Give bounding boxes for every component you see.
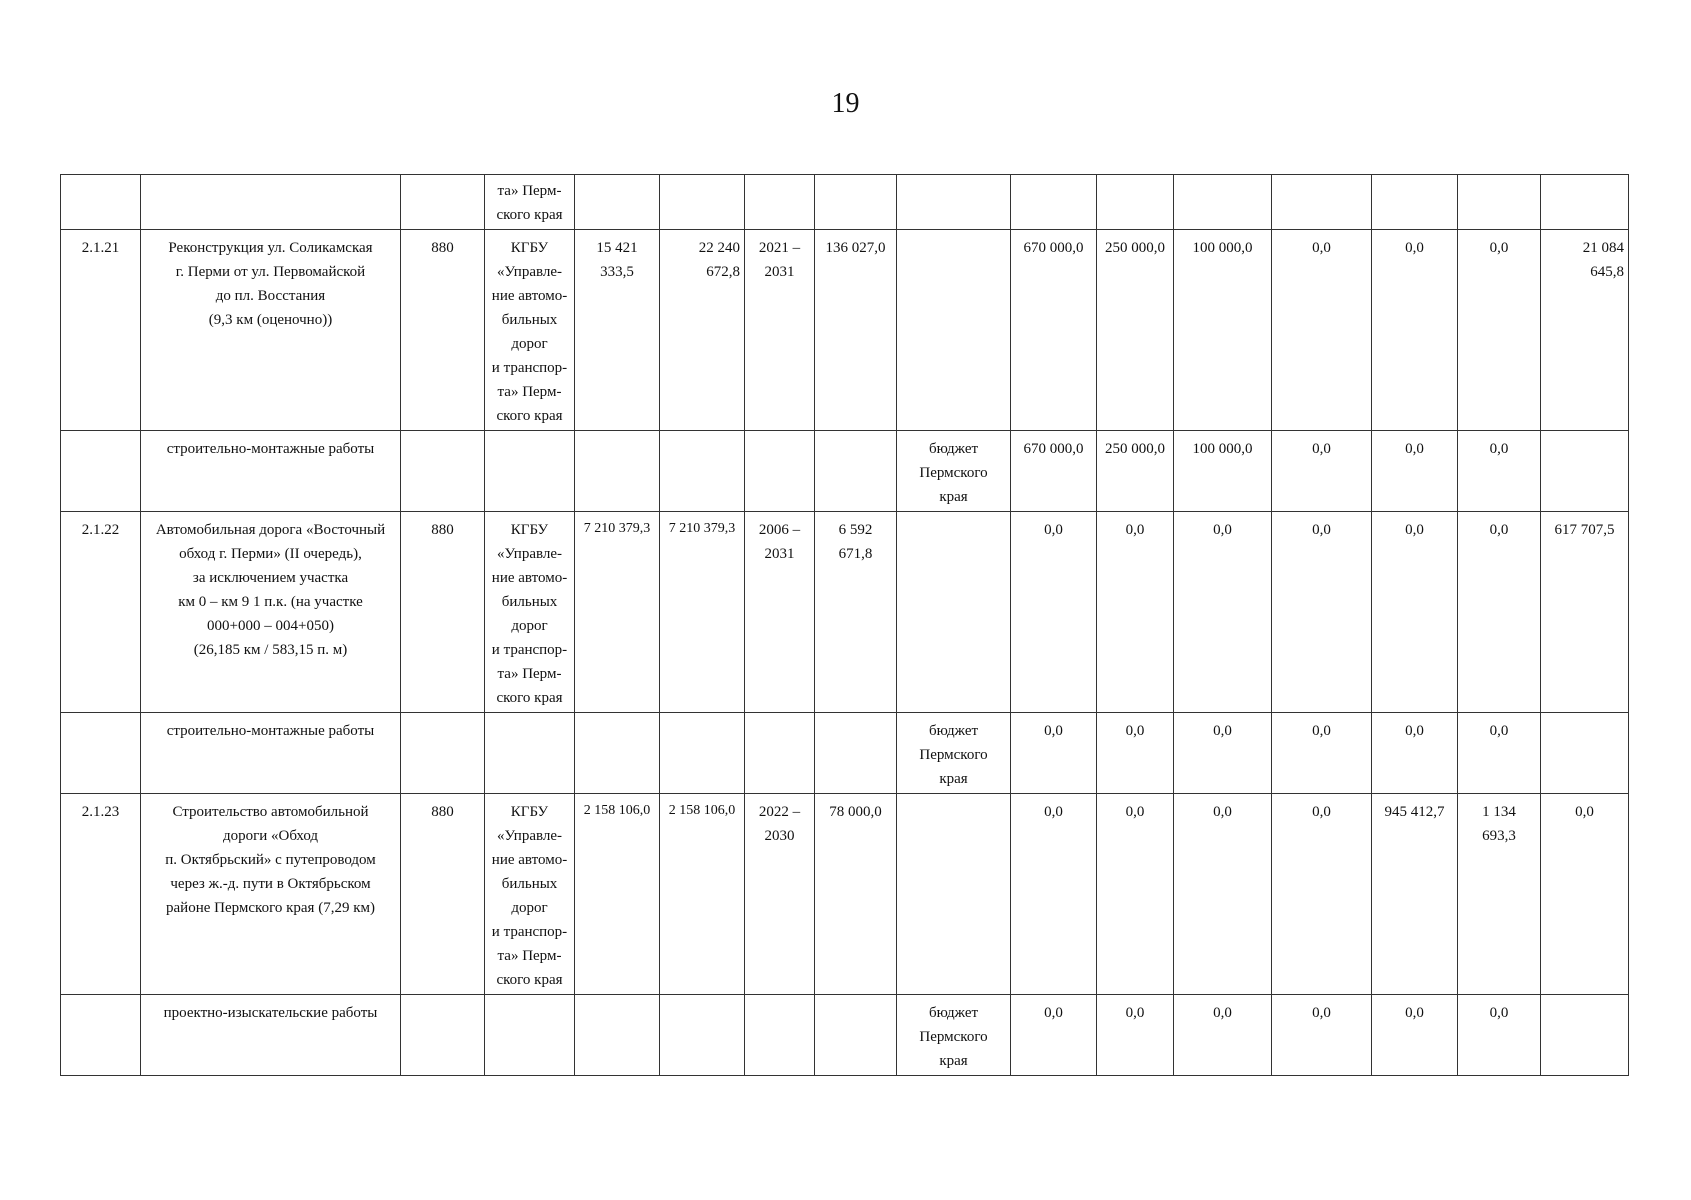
work-type: проектно-изыскательские работы — [141, 995, 401, 1076]
item-code: 2.1.22 — [61, 512, 141, 713]
table-row — [61, 794, 1629, 995]
value-cell: 0,0 — [1458, 512, 1541, 713]
value-cell: 0,0 — [1174, 995, 1272, 1076]
item-number: 880 — [401, 794, 485, 995]
value-cell: 0,0 — [1097, 713, 1174, 794]
value-cell: 0,0 — [1011, 794, 1097, 995]
source-cell — [897, 230, 1011, 431]
value-cell: 0,0 — [1272, 431, 1372, 512]
table-row — [61, 512, 1629, 713]
work-type: строительно-монтажные работы — [141, 713, 401, 794]
value-cell: 0,0 — [1458, 431, 1541, 512]
value-cell: 0,0 — [1174, 794, 1272, 995]
value-cell: 670 000,0 — [1011, 431, 1097, 512]
value-cell: 2 158 106,0 — [660, 794, 745, 995]
source-cell — [897, 794, 1011, 995]
item-name: Строительство автомобильной дороги «Обход п. Октябрьский» с путепроводом через ж.-д. пути в Октябрьском районе Пермского края (7,29 км) — [141, 794, 401, 995]
executor-cell: КГБУ «Управле- ние автомо- бильных дорог и транспор- та» Перм- ского края — [485, 794, 575, 995]
value-cell: 0,0 — [1272, 512, 1372, 713]
value-cell: 0,0 — [1372, 995, 1458, 1076]
period-cell: 2022 – 2030 — [745, 794, 815, 995]
value-cell: 250 000,0 — [1097, 230, 1174, 431]
value-cell: 0,0 — [1272, 995, 1372, 1076]
executor-cell: та» Перм- ского края — [485, 175, 575, 230]
value-cell: 945 412,7 — [1372, 794, 1458, 995]
value-cell: 0,0 — [1272, 794, 1372, 995]
item-code: 2.1.23 — [61, 794, 141, 995]
value-cell: 7 210 379,3 — [575, 512, 660, 713]
value-cell: 0,0 — [1011, 995, 1097, 1076]
value-cell: 100 000,0 — [1174, 230, 1272, 431]
continuation-row — [61, 175, 1629, 230]
item-name: Реконструкция ул. Соликамская г. Перми от ул. Первомайской до пл. Восстания (9,3 км (оценочно)) — [141, 230, 401, 431]
value-cell: 0,0 — [1097, 794, 1174, 995]
source-cell — [897, 512, 1011, 713]
table-row — [61, 230, 1629, 431]
executor-cell: КГБУ «Управле- ние автомо- бильных дорог и транспор- та» Перм- ского края — [485, 230, 575, 431]
table-row — [61, 431, 1629, 512]
value-cell: 0,0 — [1458, 995, 1541, 1076]
value-cell: 0,0 — [1011, 713, 1097, 794]
value-cell: 22 240 672,8 — [660, 230, 745, 431]
value-cell: 21 084 645,8 — [1541, 230, 1629, 431]
value-cell: 250 000,0 — [1097, 431, 1174, 512]
value-cell: 0,0 — [1372, 230, 1458, 431]
value-cell: 0,0 — [1372, 713, 1458, 794]
value-cell: 1 134 693,3 — [1458, 794, 1541, 995]
period-cell: 2021 – 2031 — [745, 230, 815, 431]
value-cell: 0,0 — [1174, 713, 1272, 794]
item-code: 2.1.21 — [61, 230, 141, 431]
value-cell: 0,0 — [1372, 512, 1458, 713]
item-number: 880 — [401, 230, 485, 431]
executor-cell: КГБУ «Управле- ние автомо- бильных дорог и транспор- та» Перм- ского края — [485, 512, 575, 713]
value-cell: 670 000,0 — [1011, 230, 1097, 431]
item-name: Автомобильная дорога «Восточный обход г. Перми» (II очередь), за исключением участка км 0 – км 9 1 п.к. (на участке 000+000 – 004+050) (26,185 км / 583,15 п. м) — [141, 512, 401, 713]
value-cell: 100 000,0 — [1174, 431, 1272, 512]
page-number: 19 — [831, 88, 860, 119]
value-cell: 7 210 379,3 — [660, 512, 745, 713]
table-row — [61, 713, 1629, 794]
value-cell: 2 158 106,0 — [575, 794, 660, 995]
period-cell: 2006 – 2031 — [745, 512, 815, 713]
value-cell: 0,0 — [1458, 230, 1541, 431]
program-table — [60, 174, 1629, 1076]
source-cell: бюджет Пермского края — [897, 995, 1011, 1076]
table-row — [61, 995, 1629, 1076]
value-cell: 136 027,0 — [815, 230, 897, 431]
work-type: строительно-монтажные работы — [141, 431, 401, 512]
value-cell: 0,0 — [1174, 512, 1272, 713]
value-cell: 0,0 — [1541, 794, 1629, 995]
value-cell: 0,0 — [1272, 230, 1372, 431]
value-cell: 0,0 — [1372, 431, 1458, 512]
value-cell: 15 421 333,5 — [575, 230, 660, 431]
value-cell: 78 000,0 — [815, 794, 897, 995]
value-cell: 6 592 671,8 — [815, 512, 897, 713]
value-cell: 0,0 — [1272, 713, 1372, 794]
value-cell: 617 707,5 — [1541, 512, 1629, 713]
item-number: 880 — [401, 512, 485, 713]
value-cell: 0,0 — [1097, 512, 1174, 713]
source-cell: бюджет Пермского края — [897, 713, 1011, 794]
value-cell: 0,0 — [1458, 713, 1541, 794]
value-cell: 0,0 — [1011, 512, 1097, 713]
source-cell: бюджет Пермского края — [897, 431, 1011, 512]
value-cell: 0,0 — [1097, 995, 1174, 1076]
